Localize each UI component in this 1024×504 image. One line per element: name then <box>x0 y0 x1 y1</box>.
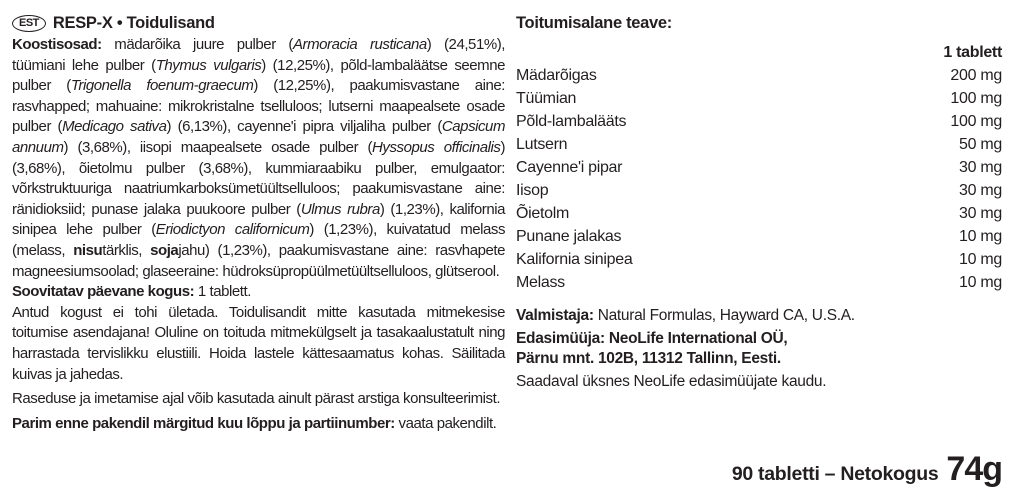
nutrition-row <box>516 202 1002 225</box>
ingredient-text: ) (3,68%), iisopi maapealsete osade pulber ( <box>63 138 373 156</box>
product-title-row <box>12 12 505 34</box>
ingredient-text: jahu) (1,23%), paakumisvastane aine: rasvhapete magneesiumsoolad; glaseeraine: hüdroksüpropüülmetüültselluloos, glütserool. <box>12 241 505 280</box>
best-before-label: Parim enne pakendil märgitud kuu lõppu ja partiinumber: <box>12 414 395 432</box>
latin-name: Eriodictyon californicum <box>155 221 310 239</box>
dosage-value: 1 tablett. <box>194 283 251 301</box>
latin-name: Hyssopus officinalis <box>372 138 501 156</box>
ingredient-text: tärklis, <box>102 241 151 259</box>
nutrition-table <box>516 64 1002 294</box>
product-title <box>53 13 215 34</box>
nutrient-name: Tüümian <box>516 90 577 107</box>
net-weight: 74g <box>946 450 1002 488</box>
allergen-highlight: soja <box>150 241 179 259</box>
nutrient-amount: 10 mg <box>959 228 1002 245</box>
nutrition-column-header: 1 tablett <box>943 44 1002 61</box>
nutrient-name: Mädarõigas <box>516 67 597 84</box>
nutrition-row <box>516 64 1002 87</box>
net-content <box>732 450 1002 489</box>
nutrition-row <box>516 179 1002 202</box>
nutrient-amount: 30 mg <box>959 182 1002 199</box>
ingredient-text: ) (3,68%), õietolmu pulber (3,68%), kummiaraabiku pulber, emulgaator: võrkstruktuuriga naatriumkarboksümetüültselluloos; paakumisvastane aine: ränidioksiid; punase jalaka puukoore pulber ( <box>12 138 505 218</box>
nutrition-row <box>516 110 1002 133</box>
nutrient-name: Põld-lambalääts <box>516 113 627 130</box>
distributor-line-1: Edasimüüja: NeoLife International OÜ, <box>516 329 788 347</box>
nutrient-amount: 10 mg <box>959 274 1002 291</box>
product-name: RESP-X <box>52 13 113 32</box>
availability-note: Saadaval üksnes NeoLife edasimüüjate kaudu. <box>516 372 827 390</box>
manufacturer-block <box>516 306 1002 392</box>
dosage-paragraph <box>12 282 505 303</box>
nutrition-row <box>516 225 1002 248</box>
warnings-paragraph: Antud kogust ei tohi ületada. Toidulisandit mitte kasutada mitmekesise toitumise asendajana! Oluline on toituda mitmekülgselt ja tasakaalustatult ning harrastada tervislikku elustiili. Hoida lastele kättesaamatus kohas. Säilitada kuivas ja jahedas. <box>12 303 505 383</box>
latin-name: Armoracia rusticana <box>292 36 427 53</box>
manufacturer-value: Natural Formulas, Hayward CA, U.S.A. <box>593 307 855 324</box>
distributor-address: Pärnu mnt. 102B, 11312 Tallinn, Eesti. <box>516 350 781 367</box>
nutrient-amount: 30 mg <box>959 159 1002 176</box>
nutrient-amount: 10 mg <box>959 251 1002 268</box>
nutrition-row <box>516 87 1002 110</box>
latin-name: Ulmus rubra <box>300 200 380 218</box>
nutrient-name: Cayenne'i pipar <box>516 159 623 176</box>
dosage-label: Soovitatav päevane kogus: <box>12 283 195 301</box>
latin-name: Thymus vulgaris <box>155 56 262 74</box>
nutrient-name: Kalifornia sinipea <box>516 251 633 268</box>
nutrient-name: Melass <box>516 274 565 291</box>
nutrient-name: Iisop <box>516 182 549 199</box>
nutrition-row <box>516 156 1002 179</box>
ingredients-text <box>12 36 505 280</box>
tablet-count-text: 90 tabletti – Netokogus <box>731 463 939 485</box>
nutrient-amount: 100 mg <box>950 113 1002 130</box>
ingredient-text: ) (1,23%), kalifornia sinipea lehe pulber ( <box>12 200 505 239</box>
nutrition-title: Toitumisalane teave: <box>516 14 672 32</box>
right-column <box>516 12 1002 392</box>
latin-name: Medicago sativa <box>62 118 167 136</box>
language-badge-est: EST <box>12 15 46 32</box>
left-column <box>12 12 505 434</box>
nutrient-amount: 200 mg <box>950 67 1002 84</box>
nutrient-name: Õietolm <box>516 205 570 222</box>
ingredients-paragraph <box>12 35 505 282</box>
nutrient-name: Punane jalakas <box>516 228 622 245</box>
nutrient-name: Lutsern <box>516 136 568 153</box>
nutrient-amount: 100 mg <box>950 90 1002 107</box>
ingredient-text: ) (12,25%), põld-lambaläätse seemne pulber ( <box>12 56 505 95</box>
best-before-value: vaata pakendilt. <box>394 414 497 432</box>
nutrition-row <box>516 248 1002 271</box>
nutrition-row <box>516 271 1002 294</box>
nutrient-amount: 30 mg <box>959 205 1002 222</box>
ingredient-text: mädarõika juure pulber ( <box>101 36 293 53</box>
best-before-paragraph <box>12 414 505 435</box>
ingredient-text: ) (24,51%), tüümiani lehe pulber ( <box>12 36 505 74</box>
latin-name: Trigonella foenum-graecum <box>70 77 254 95</box>
pregnancy-warning: Raseduse ja imetamise ajal võib kasutada ainult pärast arstiga konsulteerimist. <box>12 390 501 408</box>
manufacturer-line <box>516 306 1002 327</box>
ingredients-label: Koostisosad: <box>12 36 102 53</box>
nutrition-row <box>516 133 1002 156</box>
nutrient-amount: 50 mg <box>959 136 1002 153</box>
title-separator: • <box>116 13 123 32</box>
product-type: Toidulisand <box>126 13 215 32</box>
ingredient-text: ) (12,25%), paakumisvastane aine: rasvhapped; mahuaine: mikrokristalne tselluloos; lutserni maapealsete osade pulber ( <box>12 77 505 136</box>
ingredient-text: ) (1,23%), kuivatatud melass (melass, <box>12 221 506 259</box>
ingredient-text: ) (6,13%), cayenne'i pipra viljaliha pulber ( <box>166 118 442 136</box>
allergen-highlight: nisu <box>73 241 103 259</box>
manufacturer-label: Valmistaja: <box>516 307 594 324</box>
latin-name: Capsicum annuum <box>12 118 505 156</box>
